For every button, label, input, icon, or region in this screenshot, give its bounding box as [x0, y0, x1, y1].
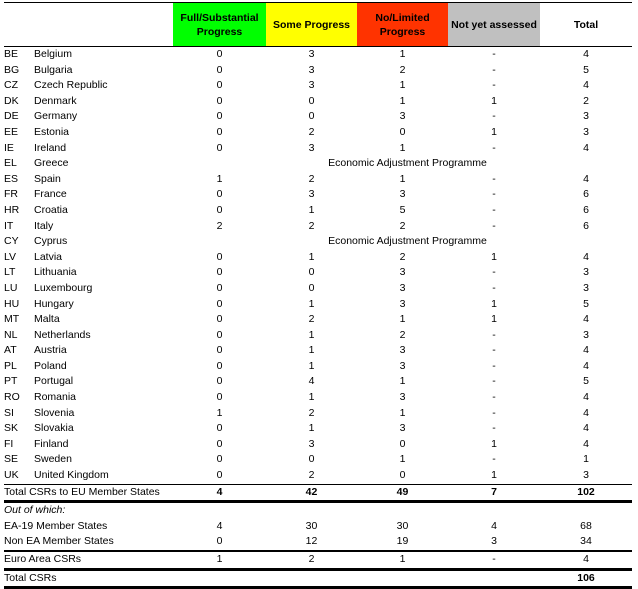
- country-code: HU: [4, 297, 20, 310]
- summary-total-csrs: [4, 571, 632, 589]
- cell-notyet: -: [492, 203, 496, 216]
- country-name: Sweden: [34, 453, 72, 466]
- country-name: Portugal: [34, 375, 74, 388]
- country-name: Lithuania: [34, 266, 77, 279]
- country-code: BE: [4, 48, 19, 60]
- country-code: LV: [4, 250, 17, 263]
- cell-total: 4: [583, 422, 589, 435]
- cell-total: 3: [583, 110, 589, 123]
- cell-none: 5: [399, 203, 406, 216]
- cell-full: 2: [216, 219, 223, 232]
- cell-total: 2: [583, 94, 589, 107]
- cell-total: 4: [583, 172, 589, 185]
- table-row: [4, 47, 632, 63]
- cell-full: 0: [216, 110, 223, 123]
- header-blank: [4, 3, 173, 46]
- cell-notyet: -: [492, 375, 496, 388]
- header-total-label: Total: [573, 18, 599, 31]
- country-name: Finland: [34, 437, 69, 450]
- cell-notyet: -: [492, 48, 496, 60]
- header-no-limited-label: No/Limited Progress: [375, 11, 430, 38]
- table-row: [4, 250, 632, 266]
- table-row: [4, 452, 632, 468]
- cell-none: 30: [396, 519, 409, 532]
- cell-total: 4: [583, 79, 589, 92]
- country-name: Cyprus: [34, 235, 68, 248]
- cell-total: 4: [583, 48, 589, 60]
- table-row: [4, 390, 632, 406]
- cell-full: 4: [216, 519, 223, 532]
- cell-full: 0: [216, 453, 223, 466]
- cell-total: 3: [583, 328, 589, 341]
- country-name: Croatia: [34, 203, 68, 216]
- table-header: [4, 2, 632, 47]
- cell-none: 1: [399, 141, 406, 154]
- cell-total: 4: [583, 250, 589, 263]
- cell-full: 0: [216, 375, 223, 388]
- table-row: [4, 374, 632, 390]
- cell-full: 0: [216, 125, 223, 138]
- cell-full: 0: [216, 203, 223, 216]
- summary-euro-area: [4, 551, 632, 571]
- cell-full: 0: [216, 266, 223, 279]
- cell-none: 1: [399, 406, 406, 419]
- summary-total-eu: [4, 484, 632, 502]
- header-some-label: Some Progress: [272, 18, 351, 31]
- cell-some: 0: [308, 281, 315, 294]
- cell-none: 1: [399, 553, 406, 565]
- table-row: [4, 63, 632, 79]
- cell-notyet: 1: [491, 313, 497, 326]
- country-name: Germany: [34, 110, 78, 123]
- summary-label: Total CSRs to EU Member States: [4, 485, 160, 498]
- table-row: [4, 172, 632, 188]
- cell-some: 1: [308, 297, 315, 310]
- cell-full: 0: [216, 63, 223, 76]
- cell-some: [266, 571, 357, 587]
- cell-total: 4: [583, 406, 589, 419]
- country-name: Denmark: [34, 94, 77, 107]
- programme-note: Economic Adjustment Programme: [328, 157, 487, 170]
- cell-some: 1: [308, 359, 315, 372]
- cell-notyet: -: [492, 344, 496, 357]
- cell-none: 3: [399, 391, 406, 404]
- cell-none: 2: [399, 250, 406, 263]
- table-row: [4, 421, 632, 437]
- cell-total: 106: [577, 571, 595, 584]
- summary-label: EA-19 Member States: [4, 519, 108, 532]
- cell-some: 0: [308, 94, 315, 107]
- cell-full: 0: [216, 437, 223, 450]
- cell-full: 0: [216, 297, 223, 310]
- cell-none: 3: [399, 297, 406, 310]
- table-row: [4, 406, 632, 422]
- cell-full: 0: [216, 281, 223, 294]
- cell-some: 3: [308, 63, 315, 76]
- country-name: Italy: [34, 219, 54, 232]
- cell-full: 0: [216, 188, 223, 201]
- out-of-which-label: Out of which:: [4, 504, 66, 517]
- country-code: DE: [4, 110, 19, 123]
- cell-none: 3: [399, 110, 406, 123]
- country-name: Luxembourg: [34, 281, 93, 294]
- cell-some: 12: [305, 535, 318, 548]
- country-code: NL: [4, 328, 18, 341]
- country-name: Slovenia: [34, 406, 75, 419]
- cell-some: 0: [308, 266, 315, 279]
- cell-some: 4: [308, 375, 315, 388]
- country-code: LU: [4, 281, 18, 294]
- country-name: Slovakia: [34, 422, 74, 435]
- header-full-substantial: [173, 3, 266, 46]
- cell-full: 0: [216, 328, 223, 341]
- cell-notyet: -: [492, 141, 496, 154]
- country-code: PL: [4, 359, 17, 372]
- header-not-yet-label: Not yet assessed: [451, 18, 537, 31]
- country-code: BG: [4, 63, 20, 76]
- header-total: [540, 3, 632, 46]
- country-code: PT: [4, 375, 18, 388]
- country-name: Ireland: [34, 141, 67, 154]
- cell-full: 0: [216, 79, 223, 92]
- cell-notyet: -: [492, 188, 496, 201]
- cell-full: 0: [216, 344, 223, 357]
- cell-total: 6: [583, 219, 589, 232]
- country-code: UK: [4, 469, 19, 482]
- cell-none: [357, 571, 448, 587]
- cell-total: 3: [583, 281, 589, 294]
- cell-total: 68: [580, 519, 592, 532]
- cell-none: 2: [399, 328, 406, 341]
- cell-notyet: -: [492, 110, 496, 123]
- cell-notyet: 3: [491, 535, 497, 548]
- cell-total: 4: [583, 437, 589, 450]
- table-row: [4, 187, 632, 203]
- cell-full: 0: [216, 48, 223, 60]
- cell-notyet: -: [492, 63, 496, 76]
- cell-none: 3: [399, 344, 406, 357]
- cell-full: 1: [216, 553, 223, 565]
- country-name: Malta: [34, 313, 60, 326]
- country-code: RO: [4, 391, 20, 404]
- cell-none: 1: [399, 79, 406, 92]
- cell-total: 3: [583, 266, 589, 279]
- cell-total: 5: [583, 63, 589, 76]
- cell-none: 3: [399, 359, 406, 372]
- country-name: Bulgaria: [34, 63, 73, 76]
- cell-none: 2: [399, 219, 406, 232]
- cell-some: 42: [305, 485, 318, 498]
- country-name: Estonia: [34, 125, 70, 138]
- country-name: Poland: [34, 359, 67, 372]
- cell-total: 6: [583, 188, 589, 201]
- header-some: [266, 3, 357, 46]
- cell-total: 5: [583, 375, 589, 388]
- cell-notyet: -: [492, 79, 496, 92]
- table-row: [4, 125, 632, 141]
- cell-none: 3: [399, 188, 406, 201]
- cell-none: 19: [396, 535, 409, 548]
- cell-some: 30: [305, 519, 318, 532]
- cell-some: 0: [308, 453, 315, 466]
- table-row: [4, 468, 632, 484]
- country-code: EE: [4, 125, 19, 138]
- cell-some: 1: [308, 422, 315, 435]
- cell-notyet: 7: [491, 485, 497, 498]
- cell-notyet: -: [492, 453, 496, 466]
- cell-full: 0: [216, 359, 223, 372]
- csr-progress-table: [4, 2, 632, 589]
- cell-none: 3: [399, 422, 406, 435]
- table-row: [4, 281, 632, 297]
- cell-notyet: -: [492, 422, 496, 435]
- cell-some: 1: [308, 328, 315, 341]
- header-full-substantial-label: Full/Substantial Progress: [180, 11, 259, 38]
- cell-none: 1: [399, 48, 406, 60]
- cell-total: 34: [580, 535, 592, 548]
- cell-some: 1: [308, 250, 315, 263]
- table-row: [4, 109, 632, 125]
- cell-notyet: -: [492, 391, 496, 404]
- summary-label: Total CSRs: [4, 571, 57, 584]
- cell-notyet: -: [492, 553, 496, 565]
- country-name: Spain: [34, 172, 61, 185]
- cell-full: 1: [216, 406, 223, 419]
- country-name: Hungary: [34, 297, 74, 310]
- cell-total: 3: [583, 125, 589, 138]
- cell-some: 3: [308, 48, 315, 60]
- country-code: CY: [4, 235, 19, 248]
- country-code: ES: [4, 172, 19, 185]
- cell-none: 1: [399, 172, 406, 185]
- table-row: [4, 343, 632, 359]
- country-name: Netherlands: [34, 328, 91, 341]
- cell-notyet: 1: [491, 94, 497, 107]
- cell-none: 0: [399, 437, 406, 450]
- cell-notyet: 1: [491, 469, 497, 482]
- country-code: DK: [4, 94, 19, 107]
- summary-ea19: [4, 519, 632, 535]
- cell-total: 4: [583, 359, 589, 372]
- cell-none: 2: [399, 63, 406, 76]
- country-code: SI: [4, 406, 14, 419]
- cell-total: 1: [583, 453, 589, 466]
- cell-total: 4: [583, 553, 589, 565]
- cell-none: 0: [399, 469, 406, 482]
- header-not-yet: [448, 3, 540, 46]
- cell-notyet: -: [492, 328, 496, 341]
- cell-full: 0: [216, 535, 223, 548]
- programme-note: Economic Adjustment Programme: [328, 235, 487, 248]
- country-code: FR: [4, 188, 18, 201]
- cell-notyet: 1: [491, 125, 497, 138]
- summary-non-ea: [4, 534, 632, 551]
- cell-full: 0: [216, 469, 223, 482]
- cell-some: 2: [308, 219, 315, 232]
- cell-notyet: [448, 571, 540, 587]
- cell-some: 2: [308, 406, 315, 419]
- cell-some: 2: [308, 125, 315, 138]
- table-row: [4, 94, 632, 110]
- country-code: SK: [4, 422, 19, 435]
- cell-some: 0: [308, 110, 315, 123]
- cell-some: 3: [308, 141, 315, 154]
- cell-total: 4: [583, 391, 589, 404]
- cell-none: 49: [396, 485, 409, 498]
- cell-full: 0: [216, 94, 223, 107]
- cell-notyet: 4: [491, 519, 497, 532]
- cell-total: 3: [583, 469, 589, 482]
- cell-notyet: -: [492, 219, 496, 232]
- country-rows: [4, 47, 632, 484]
- cell-total: 102: [577, 485, 595, 498]
- table-row: [4, 312, 632, 328]
- cell-some: 2: [308, 172, 315, 185]
- country-code: CZ: [4, 79, 18, 92]
- country-code: LT: [4, 266, 16, 279]
- country-name: Greece: [34, 157, 69, 170]
- cell-total: 4: [583, 313, 589, 326]
- country-code: IT: [4, 219, 14, 232]
- cell-some: 3: [308, 79, 315, 92]
- cell-notyet: 1: [491, 297, 497, 310]
- cell-total: 5: [583, 297, 589, 310]
- cell-full: 1: [216, 172, 223, 185]
- cell-some: 3: [308, 437, 315, 450]
- country-code: MT: [4, 313, 20, 326]
- cell-full: 0: [216, 422, 223, 435]
- table-row: [4, 328, 632, 344]
- country-name: Latvia: [34, 250, 63, 263]
- table-row: [4, 437, 632, 453]
- cell-notyet: -: [492, 406, 496, 419]
- cell-some: 2: [308, 469, 315, 482]
- cell-notyet: -: [492, 266, 496, 279]
- table-row: [4, 203, 632, 219]
- cell-total: 6: [583, 203, 589, 216]
- country-name: Romania: [34, 391, 77, 404]
- country-name: France: [34, 188, 67, 201]
- country-code: IE: [4, 141, 14, 154]
- header-no-limited: [357, 3, 448, 46]
- summary-out-of-which: [4, 501, 632, 519]
- summary-label: Euro Area CSRs: [4, 553, 82, 565]
- cell-none: 1: [399, 313, 406, 326]
- cell-full: [173, 571, 266, 587]
- cell-total: 4: [583, 344, 589, 357]
- table-row: [4, 156, 632, 172]
- table-row: [4, 78, 632, 94]
- country-code: EL: [4, 157, 17, 170]
- cell-some: 2: [308, 553, 315, 565]
- cell-notyet: 1: [491, 437, 497, 450]
- cell-full: 0: [216, 141, 223, 154]
- table-row: [4, 141, 632, 157]
- cell-some: 1: [308, 203, 315, 216]
- country-name: United Kingdom: [34, 469, 109, 482]
- cell-full: 0: [216, 250, 223, 263]
- table-row: [4, 219, 632, 235]
- cell-some: 1: [308, 344, 315, 357]
- cell-notyet: -: [492, 359, 496, 372]
- table-row: [4, 234, 632, 250]
- summary-label: Non EA Member States: [4, 535, 114, 548]
- cell-some: 2: [308, 313, 315, 326]
- cell-none: 1: [399, 453, 406, 466]
- country-code: FI: [4, 437, 14, 450]
- country-name: Austria: [34, 344, 67, 357]
- cell-none: 3: [399, 281, 406, 294]
- cell-full: 0: [216, 313, 223, 326]
- cell-none: 0: [399, 125, 406, 138]
- cell-some: 1: [308, 391, 315, 404]
- cell-none: 1: [399, 375, 406, 388]
- cell-notyet: -: [492, 172, 496, 185]
- cell-notyet: 1: [491, 250, 497, 263]
- cell-total: 4: [583, 141, 589, 154]
- cell-none: 3: [399, 266, 406, 279]
- cell-full: 4: [216, 485, 223, 498]
- country-name: Belgium: [34, 48, 72, 60]
- cell-some: 3: [308, 188, 315, 201]
- country-code: SE: [4, 453, 19, 466]
- table-row: [4, 359, 632, 375]
- cell-none: 1: [399, 94, 406, 107]
- country-code: HR: [4, 203, 20, 216]
- cell-full: 0: [216, 391, 223, 404]
- cell-notyet: -: [492, 281, 496, 294]
- country-code: AT: [4, 344, 17, 357]
- table-row: [4, 265, 632, 281]
- table-row: [4, 297, 632, 313]
- country-name: Czech Republic: [34, 79, 108, 92]
